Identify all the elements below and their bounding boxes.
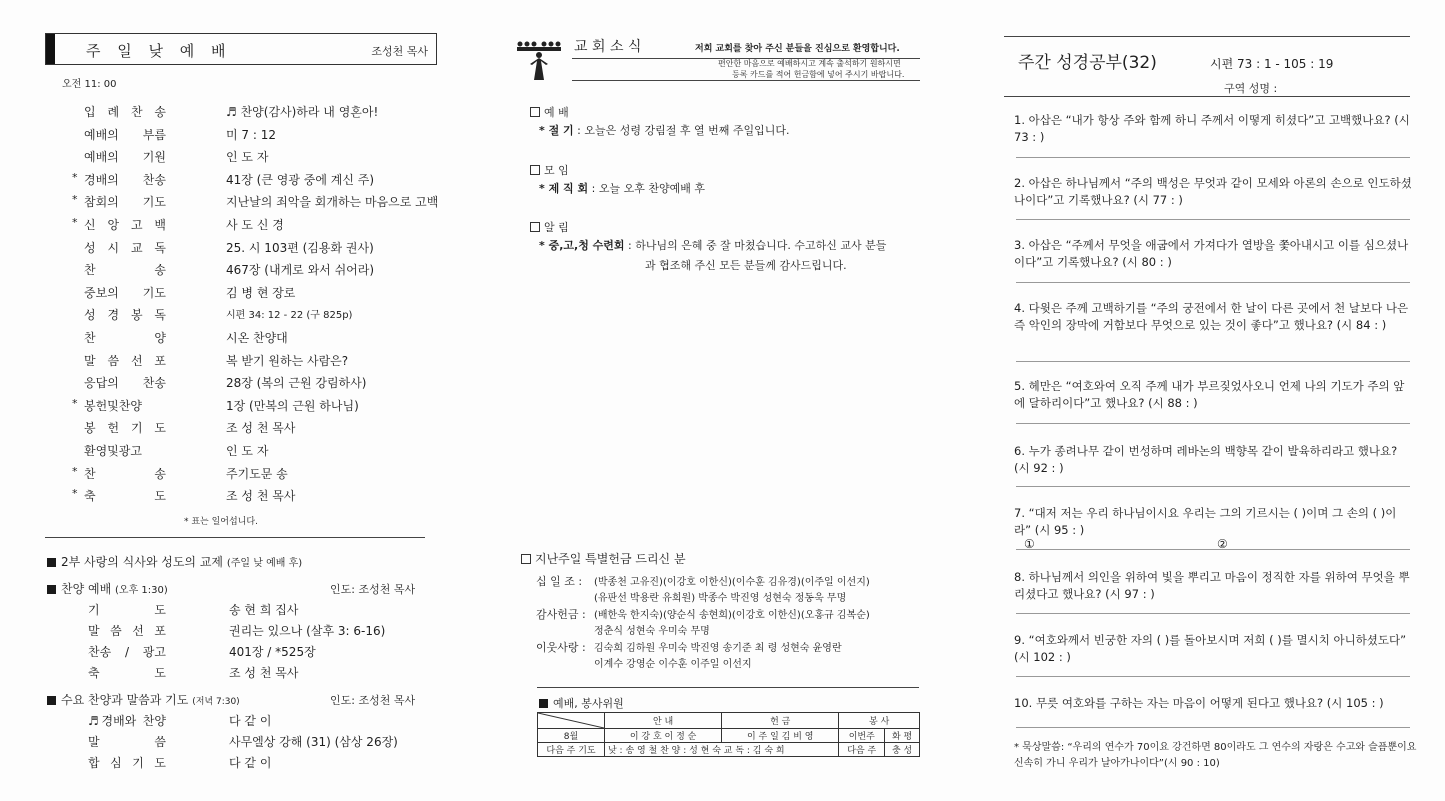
duty-month: 8월 xyxy=(538,729,605,743)
worship-news-heading: 예 배 xyxy=(530,104,569,120)
service-value: 다 같 이 xyxy=(229,756,272,770)
news-title: 교 회 소 식 xyxy=(574,39,642,55)
duty-corner-cell xyxy=(538,713,605,729)
service-value: 조 성 천 목사 xyxy=(229,666,299,680)
order-label: 신 앙 고 백 xyxy=(84,218,166,232)
order-label: 말 씀 선 포 xyxy=(84,353,166,368)
circle-two: ② xyxy=(1217,537,1228,551)
order-value: 주기도문 송 xyxy=(226,466,288,481)
offering-names: 이계수 강영순 이수훈 이주일 이선지 xyxy=(594,659,752,670)
bullet-square-icon xyxy=(47,696,56,705)
duty-table xyxy=(537,712,920,757)
meditation-verse: * 묵상말씀: “우리의 연수가 70이요 강건하면 80이라도 그 연수의 자랑은 수고와 슬픔뿐이요 신속히 가니 우리가 날아가나이다”(시 90 : 10) xyxy=(1014,742,1417,769)
offering-heading: 지난주일 특별헌금 드리신 분 xyxy=(521,550,686,567)
question-item: 8. 하나님께서 의인을 위하여 빛을 뿌리고 마음이 정직한 자를 위하여 무엇을 뿌리셨다고 했나요? (시 97 : ) xyxy=(1014,570,1410,601)
order-value: 시온 찬양대 xyxy=(226,331,288,345)
order-label: 경배의 찬송 xyxy=(84,172,166,187)
question-item: 6. 누가 종려나무 같이 번성하며 레바논의 백향목 같이 발육하리라고 했나요? (시 92 : ) xyxy=(1014,444,1398,475)
offering-label: 십 일 조 : xyxy=(536,575,583,588)
order-label: 응답의 찬송 xyxy=(84,376,166,391)
answer-line xyxy=(1016,549,1410,550)
duty-header-offering: 헌 금 xyxy=(722,713,839,729)
service-value: 송 현 희 집사 xyxy=(229,603,299,617)
order-value: 미 7 : 12 xyxy=(226,127,276,142)
study-meta: 구역 성명 : xyxy=(1224,82,1278,95)
answer-line xyxy=(1016,157,1410,158)
study-range: 시편 73 : 1 - 105 : 19 xyxy=(1210,57,1334,71)
section4-heading: 수요 찬양과 말씀과 기도 (저녁 7:30) 인도: 조성천 목사 xyxy=(47,691,427,708)
welcome-line3: 등록 카드를 적어 헌금함에 넣어 주시기 바랍니다. xyxy=(732,70,905,79)
worship-header xyxy=(45,33,437,65)
order-label: 예배의 부름 xyxy=(84,127,166,142)
order-value: 사 도 신 경 xyxy=(226,218,284,232)
order-label: 축 도 xyxy=(84,489,166,504)
study-title: 주간 성경공부(32) xyxy=(1018,53,1157,73)
order-label: 봉 헌 기 도 xyxy=(84,421,166,436)
order-value: 복 받기 원하는 사람은? xyxy=(226,353,349,368)
order-label: 찬 송 xyxy=(84,263,166,278)
service-label: 축 도 xyxy=(88,666,166,680)
order-value: 시편 34: 12 - 22 (구 825p) xyxy=(226,310,353,322)
duty-next-prayer-label: 다음 주 기도 xyxy=(538,743,605,757)
standing-note: * 표는 일어섭니다. xyxy=(184,517,258,527)
circle-one: ① xyxy=(1024,537,1035,551)
duty-service-next: 충 성 xyxy=(885,743,920,757)
question-item: 2. 아삽은 하나님께서 “주의 백성은 무엇과 같이 모세와 아론의 손으로 인도하셨나이다”고 기록했나요? (시 77 : ) xyxy=(1014,176,1412,207)
offering-label: 감사헌금 : xyxy=(536,608,586,621)
notice-news-item: * 중,고,청 수련회 : 하나님의 은혜 중 잘 마쳤습니다. 수고하신 교사 분들 xyxy=(539,239,887,252)
checkbox-icon xyxy=(530,165,540,175)
duty-next-week: 다음 주 xyxy=(839,743,885,757)
offering-label: 이웃사랑 : xyxy=(536,641,586,654)
order-value: 1장 (만복의 근원 하나님) xyxy=(226,398,359,413)
question-item: 1. 아삽은 “내가 항상 주와 함께 하니 주께서 이떻게 히셨다”고 고백했나요? (시 73 : ) xyxy=(1014,113,1410,144)
order-label: 입 례 찬 송 xyxy=(84,105,166,119)
answer-line xyxy=(1016,219,1410,220)
order-label: 성 경 봉 독 xyxy=(84,308,166,323)
worship-time: 오전 11: 00 xyxy=(62,79,117,90)
order-star: * xyxy=(72,396,78,410)
offering-names: (배한욱 한지숙)(양순식 송현희)(이강호 이한신)(오홍규 김복순) xyxy=(594,610,870,621)
service-value: 다 같 이 xyxy=(229,714,272,728)
question-item: 10. 무릇 여호와를 구하는 자는 마음이 어떻게 된다고 했나요? (시 105 : ) xyxy=(1014,696,1384,710)
offering-names: 김숙희 김하원 우미숙 박진영 송기준 최 령 성현숙 윤영란 xyxy=(594,643,842,654)
order-label: 찬 양 xyxy=(84,331,166,345)
order-label: 봉헌및찬양 xyxy=(84,398,142,413)
order-label: 참회의 기도 xyxy=(84,195,166,210)
notice-news-heading: 알 림 xyxy=(530,219,569,235)
question-item: 4. 다윗은 주께 고백하기를 “주의 궁전에서 한 날이 다른 곳에서 천 날보다 나은즉 악인의 장막에 거함보다 무엇으로 있는 것이 좋다”고 했나요? (시 84 : ) xyxy=(1014,301,1409,332)
checkbox-icon xyxy=(530,107,540,117)
meeting-news-heading: 모 임 xyxy=(530,162,569,178)
service-label: 말 씀 선 포 xyxy=(88,624,166,638)
bullet-square-icon xyxy=(47,585,56,594)
duty-offering: 이 주 일 김 비 영 xyxy=(722,729,839,743)
order-star: * xyxy=(72,193,78,207)
order-value: 28장 (복의 근원 강림하사) xyxy=(226,376,367,391)
offering-names: (유판선 박용란 유희원) 박종수 박진영 성현숙 정동욱 무명 xyxy=(594,593,847,604)
answer-line xyxy=(1016,486,1410,487)
order-value: 467장 (내게로 와서 쉬어라) xyxy=(226,263,375,278)
duty-guide: 이 강 호 이 정 순 xyxy=(605,729,722,743)
section2-heading: 2부 사랑의 식사와 성도의 교제 (주일 낮 예배 후) xyxy=(47,553,302,570)
order-star: * xyxy=(72,170,78,184)
order-value: 인 도 자 xyxy=(226,150,269,165)
offering-names: 정춘식 성현숙 우미숙 무명 xyxy=(594,626,710,637)
question-item: 5. 헤만은 “여호와여 오직 주께 내가 부르짖었사오니 언제 나의 기도가 주의 앞에 달하리이다”고 했나요? (시 88 : ) xyxy=(1014,379,1405,410)
order-value: ♬ 찬양(감사)하라 내 영혼아! xyxy=(226,105,379,119)
order-star: * xyxy=(72,216,78,229)
order-star: * xyxy=(72,487,78,501)
service-value: 사무엘상 강해 (31) (삼상 26장) xyxy=(229,735,398,749)
answer-line xyxy=(1016,727,1410,728)
choir-logo-icon xyxy=(516,40,562,80)
duty-service-this: 화 평 xyxy=(885,729,920,743)
order-value: 조 성 천 목사 xyxy=(226,489,296,504)
duty-this-week: 이번주 xyxy=(839,729,885,743)
order-value: 25. 시 103편 (김용화 권사) xyxy=(226,240,374,255)
bullet-square-icon xyxy=(47,558,56,567)
worship-pastor: 조성천 목사 xyxy=(371,45,428,58)
offering-names: (박종천 고유진)(이강호 이한신)(이수훈 김유경)(이주일 이선지) xyxy=(594,577,870,588)
section3-heading: 찬양 예배 (오후 1:30) 인도: 조성천 목사 xyxy=(47,580,427,597)
answer-line xyxy=(1016,361,1410,362)
service-label: ♬경배와 찬양 xyxy=(88,714,166,728)
duty-header-guide: 안 내 xyxy=(605,713,722,729)
worship-news-item: * 절 기 : 오늘은 성령 강림절 후 열 번째 주일입니다. xyxy=(539,124,790,137)
welcome-line1: 저희 교회를 찾아 주신 분들을 진심으로 환영합니다. xyxy=(695,44,900,54)
answer-line xyxy=(1016,423,1410,424)
checkbox-icon xyxy=(521,554,531,564)
order-label: 중보의 기도 xyxy=(84,285,166,300)
order-label: 찬 송 xyxy=(84,466,166,481)
welcome-line2: 편안한 마음으로 예배하시고 계속 출석하기 원하시면 xyxy=(718,59,901,68)
checkbox-icon xyxy=(530,222,540,232)
question-item: 3. 아삽은 “주께서 무엇을 애굽에서 가져다가 열방을 쫓아내시고 이를 심으셨나이다”고 기록했나요? (시 80 : ) xyxy=(1014,238,1409,269)
order-label: 성 시 교 독 xyxy=(84,240,166,255)
worship-title: 주 일 낮 예 배 xyxy=(86,42,232,60)
header-black-bar xyxy=(46,34,55,64)
order-label: 환영및광고 xyxy=(84,444,142,458)
order-value: 인 도 자 xyxy=(226,444,269,458)
order-value: 김 병 현 장로 xyxy=(226,285,296,300)
duty-heading: 예배, 봉사위원 xyxy=(539,695,624,711)
notice-news-item-cont: 과 협조해 주신 모든 분들께 감사드립니다. xyxy=(645,259,847,272)
question-item: 7. “대저 저는 우리 하나님이시요 우리는 그의 기르시는 ( )이며 그 손의 ( )이라” (시 95 : ) xyxy=(1014,506,1397,537)
order-value: 조 성 천 목사 xyxy=(226,421,296,436)
meeting-news-item: * 제 직 회 : 오늘 오후 찬양예배 후 xyxy=(539,182,705,195)
answer-line xyxy=(1016,613,1410,614)
service-label: 찬송 / 광고 xyxy=(88,645,166,659)
order-value: 지난날의 죄악을 회개하는 마음으로 고백 xyxy=(226,195,439,210)
duty-header-service: 봉 사 xyxy=(839,713,920,729)
question-item: 9. “여호와께서 빈궁한 자의 ( )를 돌아보시며 저희 ( )를 멸시치 아니하셨도다” (시 102 : ) xyxy=(1014,633,1407,664)
bullet-square-icon xyxy=(539,699,548,708)
service-label: 말 씀 xyxy=(88,735,166,749)
answer-line xyxy=(1016,676,1410,677)
service-value: 401장 / *525장 xyxy=(229,645,316,659)
order-label: 예배의 기원 xyxy=(84,150,166,165)
service-label: 합 심 기 도 xyxy=(88,756,166,770)
service-value: 권리는 있으나 (살후 3: 6-16) xyxy=(229,624,386,638)
order-value: 41장 (큰 영광 중에 계신 주) xyxy=(226,172,375,187)
service-label: 기 도 xyxy=(88,603,166,617)
duty-next-prayer: 낮 : 송 영 철 찬 양 : 성 현 숙 교 독 : 김 숙 희 xyxy=(605,743,839,757)
order-star: * xyxy=(72,464,78,478)
answer-line xyxy=(1016,282,1410,283)
